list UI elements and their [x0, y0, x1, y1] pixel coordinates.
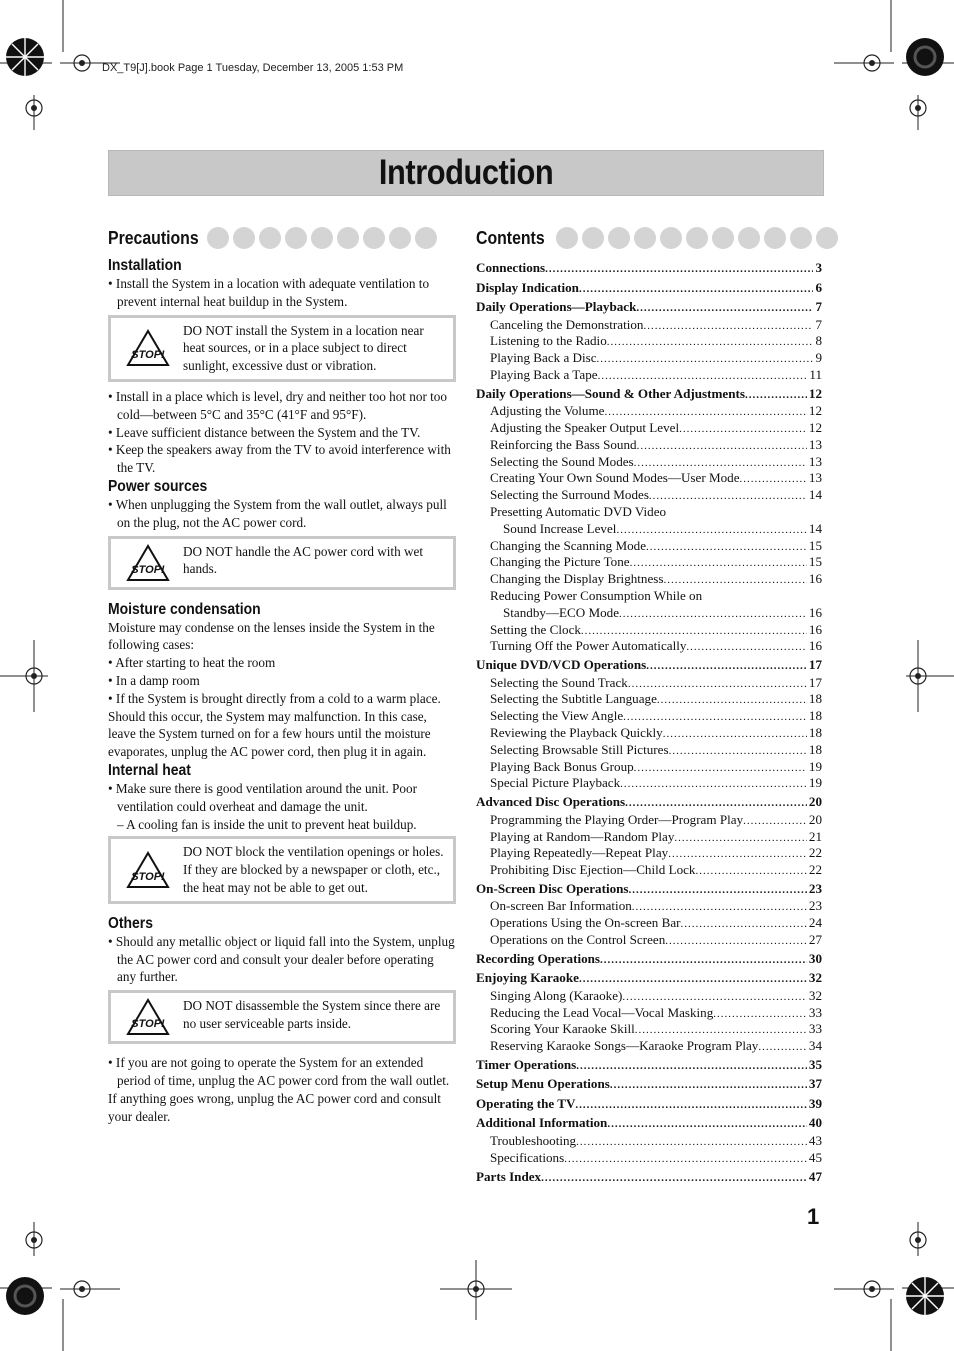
toc-entry-page: 3 [815, 260, 822, 275]
contents-heading [476, 226, 838, 250]
toc-entry[interactable] [476, 742, 822, 759]
toc-leader [616, 522, 806, 538]
toc-entry-page: 22 [808, 845, 822, 861]
toc-entry-page: 20 [808, 794, 822, 810]
toc-leader [646, 657, 807, 675]
toc-entry-title: Changing the Picture Tone [490, 554, 630, 570]
svg-text:STOP!: STOP! [131, 563, 165, 576]
toc-leader [663, 572, 806, 588]
toc-entry-title: Reducing Power Consumption While on [490, 587, 703, 603]
toc-entry-page: 18 [808, 691, 822, 707]
table-of-contents [476, 258, 822, 1186]
heading-dots [207, 227, 437, 249]
toc-entry-title: Daily Operations—Sound & Other Adjustments [476, 385, 745, 401]
toc-entry-title: Enjoying Karaoke [476, 970, 579, 986]
toc-entry[interactable] [476, 1094, 822, 1114]
toc-entry-title: Playing Back a Tape [490, 366, 598, 382]
page-title: Introduction [378, 153, 554, 192]
toc-entry-title: Unique DVD/VCD Operations [476, 657, 647, 673]
moisture-bullet: • After starting to heat the room [108, 654, 456, 672]
toc-entry[interactable] [476, 258, 822, 278]
toc-entry-page: 32 [808, 970, 822, 986]
toc-entry-title: Selecting the Sound Track [490, 674, 628, 690]
toc-entry-page: 33 [808, 1004, 822, 1020]
toc-entry-title: Troubleshooting [490, 1132, 577, 1148]
toc-entry-page: 12 [808, 419, 822, 435]
toc-entry[interactable] [476, 1005, 822, 1022]
toc-entry-title: Selecting the View Angle [490, 708, 624, 724]
toc-entry-title: Playing Back a Disc [490, 350, 597, 366]
toc-leader [597, 351, 814, 367]
toc-entry[interactable] [476, 845, 822, 862]
moisture-outro: Should this occur, the System may malfunction. In this case, leave the System turned on for a few hours until the moisture evaporates, unplug the AC power cord, then plug it in again. [108, 708, 431, 760]
warning-text: DO NOT disassemble the System since there are no user serviceable parts inside. [183, 998, 441, 1031]
toc-entry-title: Turning Off the Power Automatically [490, 638, 687, 654]
toc-entry[interactable] [476, 691, 822, 708]
toc-leader [579, 280, 813, 298]
toc-entry-page: 34 [808, 1038, 822, 1054]
toc-leader [674, 830, 807, 846]
toc-entry[interactable] [476, 725, 822, 742]
toc-entry-title: Changing the Scanning Mode [490, 537, 647, 553]
toc-leader [579, 970, 807, 988]
toc-entry-page: 35 [808, 1056, 822, 1072]
toc-entry-page: 12 [808, 385, 822, 401]
installation-bullet: • Install in a place which is level, dry and neither too hot nor too cold—between 5°C and 35°C (41°F and 95°F). [108, 388, 456, 424]
toc-entry-title: Setup Menu Operations [476, 1076, 610, 1092]
toc-entry-page: 43 [808, 1132, 822, 1148]
toc-leader [541, 1169, 807, 1187]
toc-entry[interactable] [476, 487, 822, 504]
toc-entry[interactable] [476, 350, 822, 367]
toc-entry-page: 12 [808, 403, 822, 419]
toc-entry-title: Standby—ECO Mode [503, 604, 620, 620]
toc-entry[interactable] [476, 367, 822, 384]
toc-entry-page: 24 [808, 915, 822, 931]
toc-entry-title: Reviewing the Playback Quickly [490, 725, 663, 741]
toc-entry[interactable] [476, 605, 822, 622]
toc-leader [623, 709, 807, 725]
toc-entry-title: Adjusting the Speaker Output Level [490, 419, 680, 435]
toc-entry-title: Listening to the Radio [490, 333, 607, 349]
toc-entry-title: Advanced Disc Operations [476, 794, 626, 810]
toc-entry-page: 47 [808, 1168, 822, 1184]
toc-entry-title: Programming the Playing Order—Program Play [490, 811, 744, 827]
others-title: Others [108, 914, 153, 932]
toc-entry-page: 15 [808, 554, 822, 570]
toc-entry[interactable] [476, 638, 822, 655]
toc-leader [607, 334, 814, 350]
heat-bullet: • Make sure there is good ventilation around the unit. Poor ventilation could overheat and damage the unit. [108, 780, 456, 816]
toc-entry[interactable] [476, 812, 822, 829]
moisture-bullet: • In a damp room [108, 672, 456, 690]
toc-entry-title: Canceling the Demonstration [490, 316, 644, 332]
warning-box [108, 836, 456, 903]
svg-text:STOP!: STOP! [131, 349, 165, 362]
toc-entry[interactable] [476, 454, 822, 471]
warning-box [108, 536, 456, 590]
toc-entry[interactable] [476, 775, 822, 792]
warning-box [108, 315, 456, 382]
toc-entry-page: 14 [808, 487, 822, 503]
toc-entry[interactable] [476, 1113, 822, 1133]
toc-entry[interactable] [476, 588, 822, 605]
toc-leader [629, 881, 807, 899]
toc-entry-title: Operations Using the On-screen Bar [490, 915, 681, 931]
toc-entry-title: Daily Operations—Playback [476, 299, 637, 314]
toc-leader [576, 1057, 807, 1075]
toc-entry-title: Selecting the Surround Modes [490, 487, 649, 503]
toc-entry-page: 9 [815, 350, 822, 366]
moisture-title: Moisture condensation [108, 600, 261, 618]
toc-entry-page: 6 [815, 279, 822, 295]
heading-dots [556, 227, 838, 249]
toc-entry-title: Selecting the Subtitle Language [490, 691, 657, 707]
toc-entry[interactable] [476, 622, 822, 639]
toc-leader [695, 863, 806, 879]
toc-leader [576, 1134, 807, 1150]
toc-entry[interactable] [476, 968, 822, 988]
toc-leader [665, 933, 807, 949]
toc-entry[interactable] [476, 1055, 822, 1075]
toc-leader [636, 299, 813, 317]
toc-entry-title: Scoring Your Karaoke Skill [490, 1021, 635, 1037]
toc-entry-page: 16 [808, 621, 822, 637]
toc-leader [632, 899, 807, 915]
toc-leader [745, 386, 807, 404]
toc-entry-title: Creating Your Own Sound Modes—User Mode [490, 470, 740, 486]
toc-entry-title: Timer Operations [476, 1056, 577, 1072]
toc-leader [643, 318, 813, 334]
toc-entry[interactable] [476, 1150, 822, 1167]
toc-entry-title: Setting the Clock [490, 621, 581, 637]
toc-entry-page: 22 [808, 862, 822, 878]
toc-leader [628, 676, 807, 692]
heat-title: Internal heat [108, 761, 191, 779]
toc-leader [600, 951, 807, 969]
toc-entry-page: 30 [808, 950, 822, 966]
toc-leader [625, 794, 807, 812]
stop-icon [117, 543, 179, 583]
heat-note: – A cooling fan is inside the unit to prevent heat buildup. [117, 816, 417, 832]
power-bullet: • When unplugging the System from the wall outlet, always pull on the plug, not the AC power cord. [108, 496, 456, 532]
toc-entry-title: Playing Repeatedly—Repeat Play [490, 845, 669, 861]
toc-leader [634, 455, 807, 471]
toc-entry-page: 14 [808, 520, 822, 536]
toc-entry-page: 45 [808, 1149, 822, 1165]
toc-leader [598, 368, 808, 384]
toc-leader [581, 623, 807, 639]
toc-leader [758, 1039, 807, 1055]
warning-text: DO NOT block the ventilation openings or holes. If they are blocked by a newspaper or cloth, etc., the heat may not be able to get out. [183, 844, 444, 895]
toc-entry-title: Reserving Karaoke Songs—Karaoke Program Play [490, 1038, 759, 1054]
toc-entry-title: Specifications [490, 1149, 565, 1165]
toc-entry[interactable] [476, 759, 822, 776]
toc-entry[interactable] [476, 655, 822, 675]
toc-entry[interactable] [476, 333, 822, 350]
toc-entry-title: Changing the Display Brightness [490, 571, 664, 587]
toc-entry-title: Parts Index [476, 1168, 542, 1184]
toc-entry-page: 16 [808, 604, 822, 620]
toc-entry-page: 13 [808, 453, 822, 469]
toc-entry-title: Playing at Random—Random Play [490, 828, 675, 844]
toc-entry[interactable] [476, 504, 822, 521]
toc-entry[interactable] [476, 932, 822, 949]
toc-entry[interactable] [476, 949, 822, 969]
toc-leader [635, 1022, 807, 1038]
toc-leader [740, 471, 807, 487]
toc-leader [564, 1151, 807, 1167]
warning-box [108, 990, 456, 1044]
toc-leader [575, 1096, 806, 1114]
toc-entry-page: 23 [808, 880, 822, 896]
toc-leader [610, 1076, 807, 1094]
toc-entry[interactable] [476, 317, 822, 334]
toc-leader [545, 260, 813, 278]
toc-entry[interactable] [476, 898, 822, 915]
toc-entry[interactable] [476, 420, 822, 437]
power-title: Power sources [108, 477, 208, 495]
toc-entry-title: On-Screen Disc Operations [476, 880, 629, 896]
stop-icon [117, 843, 179, 896]
toc-entry-page: 7 [815, 299, 822, 314]
toc-entry[interactable] [476, 915, 822, 932]
toc-leader [657, 692, 807, 708]
others-bullet: • Should any metallic object or liquid fall into the System, unplug the AC power cord and consult your dealer before operating any further. [108, 933, 456, 986]
toc-entry-page: 37 [808, 1076, 822, 1092]
toc-entry-page: 20 [808, 811, 822, 827]
toc-entry-title: Prohibiting Disc Ejection—Child Lock [490, 862, 696, 878]
toc-entry[interactable] [476, 1074, 822, 1094]
toc-entry-page: 16 [808, 638, 822, 654]
toc-entry-page: 15 [808, 537, 822, 553]
stop-icon [117, 322, 179, 375]
toc-entry-page: 21 [808, 828, 822, 844]
toc-entry[interactable] [476, 675, 822, 692]
toc-entry-page: 40 [808, 1115, 822, 1131]
toc-leader [619, 606, 807, 622]
toc-entry[interactable] [476, 437, 822, 454]
others-bullet: • If you are not going to operate the System for an extended period of time, unplug the AC power cord from the wall outlet. [108, 1054, 456, 1090]
toc-entry[interactable] [476, 1167, 822, 1187]
toc-entry-title: Connections [476, 260, 546, 275]
toc-leader [622, 989, 807, 1005]
toc-entry-page: 17 [808, 657, 822, 673]
svg-text:STOP!: STOP! [131, 1018, 165, 1031]
toc-entry[interactable] [476, 862, 822, 879]
toc-entry-title: Singing Along (Karaoke) [490, 987, 623, 1003]
installation-bullet: • Keep the speakers away from the TV to avoid interference with the TV. [108, 441, 456, 477]
toc-entry[interactable] [476, 297, 822, 317]
toc-entry[interactable] [476, 571, 822, 588]
svg-text:STOP!: STOP! [131, 871, 165, 884]
toc-entry-page: 19 [808, 775, 822, 791]
toc-entry-title: Adjusting the Volume [490, 403, 605, 419]
toc-entry[interactable] [476, 829, 822, 846]
installation-bullet: • Install the System in a location with adequate ventilation to prevent internal heat buildup in the System. [108, 275, 456, 311]
toc-leader [637, 438, 807, 454]
toc-entry[interactable] [476, 278, 822, 298]
toc-entry-title: Recording Operations [476, 950, 601, 966]
precautions-heading [108, 226, 437, 250]
toc-entry-page: 32 [808, 987, 822, 1003]
toc-entry[interactable] [476, 1133, 822, 1150]
toc-leader [743, 813, 807, 829]
toc-leader [620, 776, 807, 792]
toc-leader [649, 488, 807, 504]
precautions-column [108, 256, 456, 1125]
toc-entry-title: Selecting the Sound Modes [490, 453, 634, 469]
toc-entry[interactable] [476, 1021, 822, 1038]
toc-entry-page: 7 [815, 316, 822, 332]
toc-leader [669, 743, 807, 759]
page-title-bar [108, 150, 824, 196]
toc-entry[interactable] [476, 792, 822, 812]
toc-leader [607, 1115, 807, 1133]
toc-leader [634, 760, 807, 776]
page-number: 1 [807, 1204, 820, 1229]
toc-entry-title: Presetting Automatic DVD Video [490, 503, 667, 519]
stop-icon [117, 997, 179, 1037]
toc-entry-page: 11 [809, 366, 822, 382]
toc-entry-page: 13 [808, 470, 822, 486]
toc-entry-page: 27 [808, 932, 822, 947]
toc-leader [713, 1006, 807, 1022]
toc-entry[interactable] [476, 470, 822, 487]
warning-text: DO NOT install the System in a location near heat sources, or in a place subject to direct sunlight, excessive dust or vibration. [183, 322, 424, 374]
toc-entry[interactable] [476, 403, 822, 420]
toc-leader [668, 846, 807, 862]
toc-entry[interactable] [476, 554, 822, 571]
toc-leader [604, 404, 806, 420]
toc-entry-title: Sound Increase Level [503, 520, 617, 536]
toc-entry[interactable] [476, 538, 822, 555]
toc-leader [630, 555, 807, 571]
precautions-heading-label: Precautions [108, 227, 199, 248]
toc-entry-title: Additional Information [476, 1115, 608, 1131]
toc-entry[interactable] [476, 521, 822, 538]
toc-entry-title: Display Indication [476, 279, 579, 295]
toc-entry[interactable] [476, 879, 822, 899]
toc-leader [679, 421, 807, 437]
toc-entry-page: 18 [808, 708, 822, 724]
moisture-intro: Moisture may condense on the lenses inside the System in the following cases: [108, 619, 435, 653]
toc-entry-page: 39 [808, 1095, 822, 1111]
toc-entry-page: 18 [808, 725, 822, 741]
toc-entry-title: Reducing the Lead Vocal—Vocal Masking [490, 1004, 714, 1020]
moisture-bullet: • If the System is brought directly from a cold to a warm place. [108, 690, 456, 708]
toc-entry-title: Operations on the Control Screen [490, 932, 666, 947]
toc-entry[interactable] [476, 384, 822, 404]
toc-leader [686, 639, 807, 655]
toc-entry-page: 18 [808, 741, 822, 757]
toc-entry-page: 17 [808, 674, 822, 690]
toc-entry-page: 8 [815, 333, 822, 349]
toc-leader [646, 539, 807, 555]
toc-entry-title: Operating the TV [476, 1095, 576, 1111]
toc-entry-page: 16 [808, 571, 822, 587]
installation-title: Installation [108, 257, 182, 274]
toc-entry-page: 19 [808, 758, 822, 774]
toc-entry[interactable] [476, 1038, 822, 1055]
toc-entry-title: Special Picture Playback [490, 775, 621, 791]
toc-entry-title: Selecting Browsable Still Pictures [490, 741, 669, 757]
contents-heading-label: Contents [476, 227, 545, 248]
toc-entry[interactable] [476, 708, 822, 725]
warning-text: DO NOT handle the AC power cord with wet hands. [183, 543, 424, 577]
toc-entry-page: 23 [808, 898, 822, 914]
toc-entry-title: Reinforcing the Bass Sound [490, 436, 637, 452]
toc-entry[interactable] [476, 988, 822, 1005]
print-header: DX_T9[J].book Page 1 Tuesday, December 13, 2005 1:53 PM [102, 62, 404, 74]
toc-entry-page: 33 [808, 1021, 822, 1037]
toc-leader [663, 726, 807, 742]
installation-bullet: • Leave sufficient distance between the System and the TV. [108, 424, 456, 442]
toc-entry-page: 13 [808, 436, 822, 452]
toc-leader [681, 916, 807, 932]
toc-entry-title: On-screen Bar Information [490, 898, 632, 914]
toc-entry-title: Playing Back Bonus Group [490, 758, 634, 774]
others-outro: If anything goes wrong, unplug the AC power cord and consult your dealer. [108, 1090, 441, 1124]
